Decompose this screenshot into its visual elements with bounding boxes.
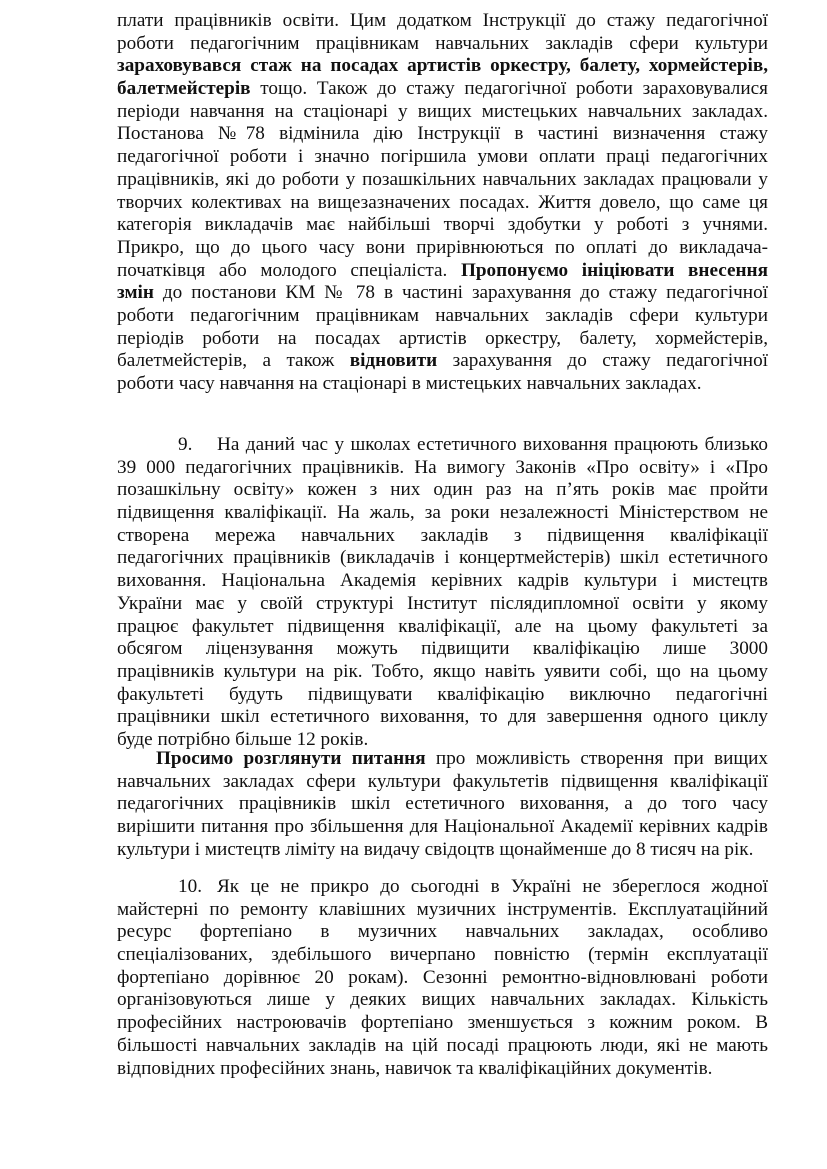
body-text: періодів роботи на посадах артистів оркестру, балету, хормейстерів, [117, 327, 768, 349]
body-text: роботи педагогічним працівникам навчальних закладів сфери культури [117, 304, 768, 326]
bold-text: Пропонуємо ініціювати внесення [460, 259, 768, 281]
text-line [117, 10, 768, 33]
text-line [117, 816, 768, 839]
body-text: організовуються лише у деяких вищих навчальних закладах. Кількість [117, 989, 768, 1011]
paragraph-number: 9. [178, 434, 193, 455]
body-text: тощо. Також до стажу педагогічної роботи зараховувалися [250, 78, 768, 100]
body-text: буде потрібно більше 12 років. [117, 728, 369, 750]
body-text: працівників культури на рік. Тобто, якщо навіть уявити собі, що на цьому [117, 660, 768, 682]
text-line [117, 214, 768, 237]
bold-text: зараховувався стаж на посадах артистів оркестру, балету, хормейстерів, [117, 55, 768, 77]
paragraph-request [117, 748, 768, 861]
body-text: спеціалізованих, здебільшого вичерпано повністю (термін експлуатації [117, 944, 768, 966]
text-line [117, 638, 768, 661]
text-line [117, 525, 768, 548]
text-line [117, 967, 768, 990]
text-line [117, 373, 768, 396]
body-text: працівники шкіл естетичного виховання, то для завершення одного циклу [117, 706, 768, 728]
body-text: роботи педагогічним працівникам навчальних закладів сфери культури [117, 32, 768, 54]
text-line [117, 921, 768, 944]
text-line [117, 101, 768, 124]
text-line [117, 282, 768, 305]
body-text: ресурс фортепіано в музичних навчальних закладах, особливо [117, 921, 768, 943]
bold-text: змін [117, 282, 154, 304]
text-line [117, 944, 768, 967]
body-text: педагогічної роботи і значно погіршила умови оплати праці педагогічних [117, 146, 768, 168]
body-text: вирішити питання про збільшення для Національної Академії керівних кадрів [117, 816, 768, 838]
text-line [117, 55, 768, 78]
text-line [117, 479, 768, 502]
body-text: 39 000 педагогічних працівників. На вимогу Законів «Про освіту» і «Про [117, 456, 768, 478]
body-text: балетмейстерів, а також [117, 350, 350, 372]
body-text: до постанови КМ № 78 в частині зарахування до стажу педагогічної [153, 282, 768, 304]
body-text: педагогічних працівників (викладачів і концертмейстерів) шкіл естетичного [117, 547, 768, 569]
text-line [117, 192, 768, 215]
body-text: категорія викладачів має найбільші творчі здобутки у роботі з учнями. [117, 214, 768, 236]
body-text: зарахування до стажу педагогічної [437, 350, 768, 372]
body-text: Прикро, що до цього часу вони прирівнюються по оплаті до викладача- [117, 236, 768, 258]
text-line [117, 1035, 768, 1058]
body-text: педагогічних працівників шкіл естетичного виховання, а до того часу [117, 793, 768, 815]
body-text: виховання. Національна Академія керівних кадрів культури і мистецтв [117, 570, 768, 592]
bold-text: відновити [349, 350, 438, 372]
text-line [117, 502, 768, 525]
body-text: Як це не прикро до сьогодні в Україні не збереглося жодної [217, 876, 768, 897]
body-text: роботи часу навчання на стаціонарі в мистецьких навчальних закладах. [117, 373, 702, 394]
text-line [117, 748, 768, 771]
body-text: відповідних професійних знань, навичок та кваліфікаційних документів. [117, 1057, 713, 1079]
text-line [117, 123, 768, 146]
body-text: про можливість створення при вищих [425, 748, 768, 769]
text-line [117, 169, 768, 192]
text-line [117, 457, 768, 480]
body-text: творчих колективах на вищезазначених посадах. Життя довело, що саме ця [117, 191, 768, 213]
body-text: культури і мистецтв ліміту на видачу свідоцтв щонайменше до 8 тисяч на рік. [117, 838, 754, 860]
body-text: періоди навчання на стаціонарі у вищих мистецьких навчальних закладах. [117, 100, 768, 122]
text-line [117, 593, 768, 616]
text-line [117, 350, 768, 373]
text-line [117, 793, 768, 816]
paragraph-number: 10. [178, 876, 202, 897]
bold-text: Просимо розглянути питання [156, 748, 426, 769]
body-text: професійних настроювачів фортепіано зменшується з кожним роком. В [117, 1012, 768, 1034]
body-text: плати працівників освіти. Цим додатком Інструкції до стажу педагогічної [117, 10, 768, 31]
text-line [117, 570, 768, 593]
text-line [117, 684, 768, 707]
text-line [117, 33, 768, 56]
text-line [117, 616, 768, 639]
body-text: На даний час у школах естетичного виховання працюють близько [217, 434, 768, 455]
body-text: працює факультет підвищення кваліфікації, але на цьому факультеті за [117, 615, 768, 637]
body-text: факультеті будуть підвищувати кваліфікацію виключно педагогічні [117, 683, 768, 705]
paragraph-9-qualification [117, 434, 768, 752]
text-line [117, 876, 768, 899]
body-text: майстерні по ремонту клавішних музичних інструментів. Експлуатаційний [117, 898, 768, 920]
body-text: обсягом ліцензування можуть підвищити кваліфікацію лише 3000 [117, 638, 768, 660]
text-line [117, 706, 768, 729]
body-text: більшості навчальних закладів на цій посаді працюють люди, які не мають [117, 1034, 768, 1056]
text-line [117, 839, 768, 862]
text-line [117, 899, 768, 922]
text-line [117, 661, 768, 684]
text-line [117, 78, 768, 101]
text-line [117, 771, 768, 794]
text-line [117, 1012, 768, 1035]
body-text: Постанова №78 відмінила дію Інструкції в частині визначення стажу [117, 123, 768, 145]
text-line [117, 146, 768, 169]
text-line [117, 989, 768, 1012]
text-line [117, 305, 768, 328]
body-text: України має у своїй структурі Інститут післядипломної освіти у якому [117, 592, 768, 614]
paragraph-10-piano-repair [117, 876, 768, 1080]
text-line [117, 1058, 768, 1081]
body-text: створена мережа навчальних закладів з підвищення кваліфікації [117, 524, 768, 546]
text-line [117, 260, 768, 283]
text-line [117, 237, 768, 260]
text-line [117, 547, 768, 570]
body-text: навчальних закладах сфери культури факультетів підвищення кваліфікації [117, 770, 768, 792]
body-text: позашкільну освіту» кожен з них один раз на п’ять років має пройти [117, 479, 768, 501]
paragraph-staff-seniority [117, 10, 768, 396]
body-text: початківця або молодого спеціаліста. [117, 259, 461, 281]
body-text: підвищення кваліфікації. На жаль, за роки незалежності Міністерством не [117, 502, 768, 524]
body-text: працівників, які до роботи у позашкільних навчальних закладах працювали у [117, 168, 768, 190]
text-line [117, 434, 768, 457]
body-text: фортепіано дорівнює 20 рокам). Сезонні ремонтно-відновлювані роботи [117, 966, 768, 988]
bold-text: балетмейстерів [117, 78, 251, 100]
text-line [117, 328, 768, 351]
